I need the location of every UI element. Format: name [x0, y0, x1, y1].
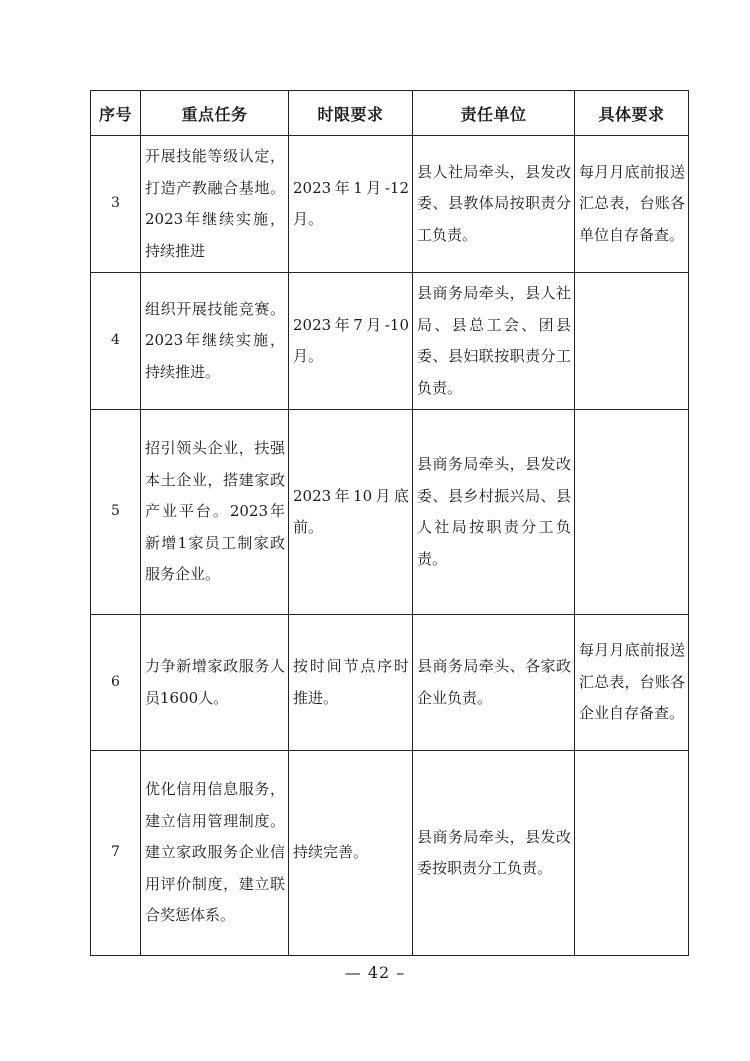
cell-seq: 3 [91, 136, 141, 273]
page-number: — 42 – [344, 963, 406, 982]
header-deadline: 时限要求 [289, 91, 413, 136]
cell-deadline: 2023年7月-10月。 [289, 273, 413, 410]
cell-task: 招引领头企业，扶强本土企业，搭建家政产业平台。2023年新增1家员工制家政服务企业。 [141, 410, 289, 615]
cell-deadline: 按时间节点序时推进。 [289, 615, 413, 751]
header-task: 重点任务 [141, 91, 289, 136]
cell-requirement: 每月月底前报送汇总表，台账各企业自存备查。 [575, 615, 689, 751]
header-seq: 序号 [91, 91, 141, 136]
table-row [91, 136, 689, 273]
task-table [90, 90, 689, 956]
cell-task: 优化信用信息服务，建立信用管理制度。建立家政服务企业信用评价制度，建立联合奖惩体系。 [141, 751, 289, 956]
cell-task: 力争新增家政服务人员1600人。 [141, 615, 289, 751]
cell-requirement [575, 273, 689, 410]
table-row [91, 615, 689, 751]
cell-unit: 县商务局牵头、各家政企业负责。 [413, 615, 575, 751]
cell-requirement: 每月月底前报送汇总表，台账各单位自存备查。 [575, 136, 689, 273]
cell-task: 开展技能等级认定，打造产教融合基地。2023年继续实施，持续推进 [141, 136, 289, 273]
cell-unit: 县商务局牵头，县人社局、县总工会、团县委、县妇联按职责分工负责。 [413, 273, 575, 410]
cell-seq: 4 [91, 273, 141, 410]
cell-seq: 5 [91, 410, 141, 615]
cell-deadline: 2023年10月底前。 [289, 410, 413, 615]
cell-deadline: 持续完善。 [289, 751, 413, 956]
table-row [91, 410, 689, 615]
cell-requirement [575, 751, 689, 956]
cell-deadline: 2023年1月-12月。 [289, 136, 413, 273]
table-row [91, 273, 689, 410]
header-unit: 责任单位 [413, 91, 575, 136]
cell-seq: 7 [91, 751, 141, 956]
header-requirement: 具体要求 [575, 91, 689, 136]
cell-seq: 6 [91, 615, 141, 751]
cell-requirement [575, 410, 689, 615]
table-row [91, 751, 689, 956]
cell-unit: 县人社局牵头，县发改委、县教体局按职责分工负责。 [413, 136, 575, 273]
cell-unit: 县商务局牵头，县发改委、县乡村振兴局、县人社局按职责分工负责。 [413, 410, 575, 615]
table-header-row [91, 91, 689, 136]
cell-task: 组织开展技能竞赛。2023年继续实施，持续推进。 [141, 273, 289, 410]
cell-unit: 县商务局牵头，县发改委按职责分工负责。 [413, 751, 575, 956]
